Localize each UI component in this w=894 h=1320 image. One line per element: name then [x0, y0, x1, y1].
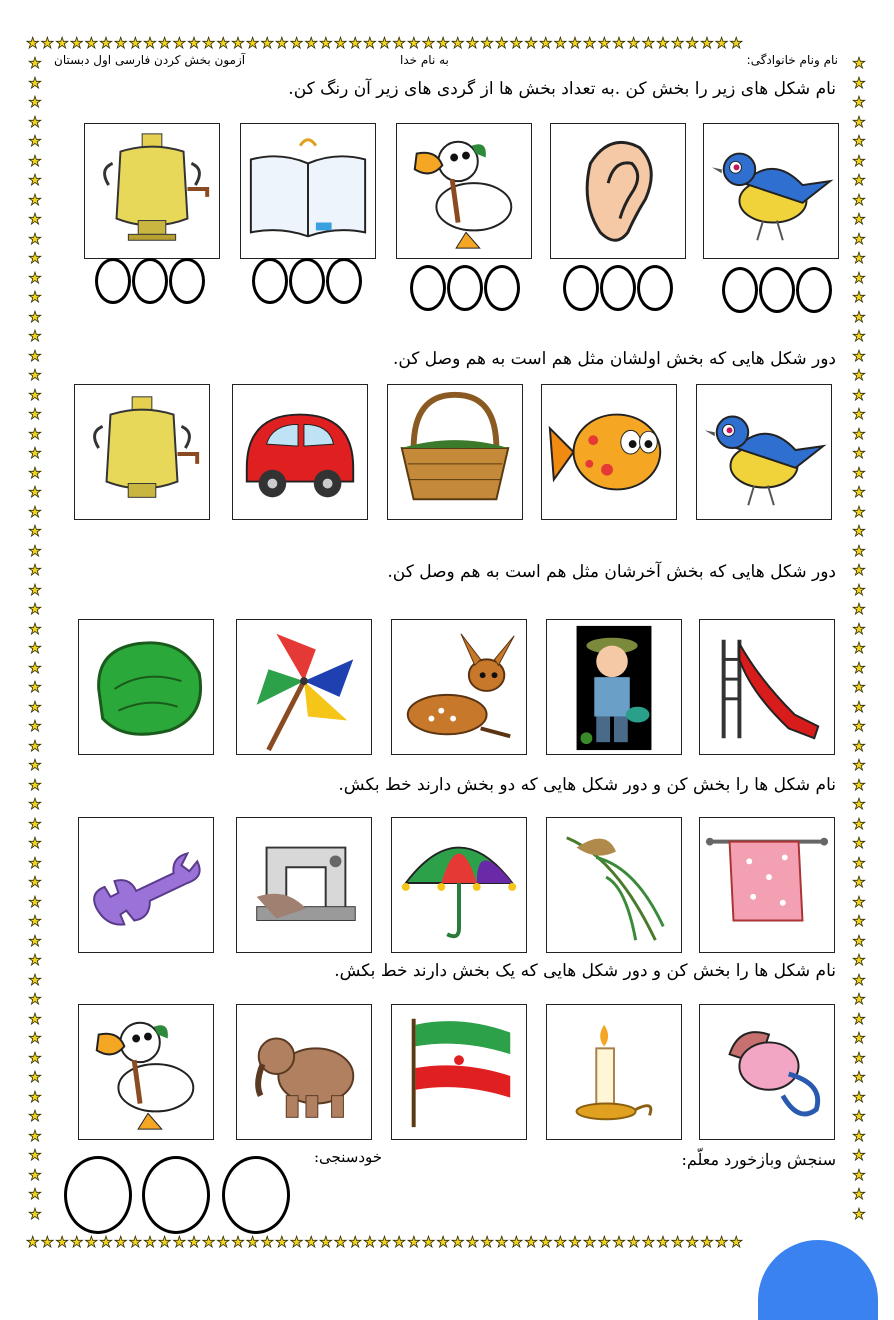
- answer-circle[interactable]: [95, 258, 131, 304]
- answer-circle[interactable]: [600, 265, 636, 311]
- teacher-evaluation-label: سنجش وبازخورد معلّم:: [681, 1150, 836, 1169]
- student-name-label: نام ونام خانوادگی:: [746, 53, 838, 67]
- book-icon: [240, 123, 376, 259]
- iran-flag-icon: [391, 1004, 527, 1140]
- deer-icon: [391, 619, 527, 755]
- answer-circle[interactable]: [637, 265, 673, 311]
- blue-corner-shape: [758, 1240, 878, 1320]
- duck-icon: [78, 1004, 214, 1140]
- answer-circle[interactable]: [326, 258, 362, 304]
- star-border-bottom: ★★★★★★★★★★★★★★★★★★★★★★★★★★★★★★★★★★★★★★★★★★★★★★★★★: [26, 1233, 745, 1251]
- gardener-boy-icon: [546, 619, 682, 755]
- answer-circle[interactable]: [484, 265, 520, 311]
- car-icon: [232, 384, 368, 520]
- pacifier-icon: [699, 1004, 835, 1140]
- candle-icon: [546, 1004, 682, 1140]
- instruction-2: دور شکل هایی که بخش اولشان مثل هم است به هم وصل کن.: [392, 349, 836, 369]
- wrench-icon: [78, 817, 214, 953]
- answer-circle[interactable]: [759, 267, 795, 313]
- elephant-icon: [236, 1004, 372, 1140]
- answer-circle[interactable]: [289, 258, 325, 304]
- answer-circle[interactable]: [132, 258, 168, 304]
- instruction-3: دور شکل هایی که بخش آخرشان مثل هم است به هم وصل کن.: [387, 562, 836, 582]
- samovar-icon: [74, 384, 210, 520]
- self-evaluation-label: خودسنجی:: [314, 1148, 383, 1166]
- self-eval-circle[interactable]: [222, 1156, 290, 1234]
- star-border-left: ★ ★ ★ ★ ★ ★ ★ ★ ★ ★ ★ ★ ★ ★ ★ ★ ★ ★ ★ ★ ★ ★ ★ ★ ★ ★ ★ ★ ★ ★ ★ ★ ★ ★ ★ ★ ★ ★ ★ ★ ★ ★ ★ ★ ★ ★ ★ ★ ★ ★ ★ ★ ★ ★ ★ ★ ★ ★ ★ ★: [28, 54, 42, 1223]
- bird-icon: [703, 123, 839, 259]
- sewing-machine-icon: [236, 817, 372, 953]
- umbrella-icon: [391, 817, 527, 953]
- samovar-icon: [84, 123, 220, 259]
- answer-circle[interactable]: [169, 258, 205, 304]
- basket-icon: [387, 384, 523, 520]
- pinwheel-icon: [236, 619, 372, 755]
- wheat-icon: [546, 817, 682, 953]
- answer-circle[interactable]: [563, 265, 599, 311]
- ear-icon: [550, 123, 686, 259]
- answer-circle[interactable]: [796, 267, 832, 313]
- test-title: آزمون بخش کردن فارسی اول دبستان: [54, 53, 246, 67]
- answer-circle[interactable]: [722, 267, 758, 313]
- instruction-1: نام شکل های زیر را بخش کن .به تعداد بخش ها از گردی های زیر آن رنگ کن.: [288, 79, 836, 99]
- answer-circle[interactable]: [447, 265, 483, 311]
- basmala-heading: به نام خدا: [400, 53, 449, 67]
- duck-icon: [396, 123, 532, 259]
- answer-circle[interactable]: [252, 258, 288, 304]
- slide-icon: [699, 619, 835, 755]
- fish-icon: [541, 384, 677, 520]
- lettuce-icon: [78, 619, 214, 755]
- bird-icon: [696, 384, 832, 520]
- instruction-5: نام شکل ها را بخش کن و دور شکل هایی که یک بخش دارند خط بکش.: [334, 961, 836, 981]
- instruction-4: نام شکل ها را بخش کن و دور شکل هایی که دو بخش دارند خط بکش.: [338, 775, 836, 795]
- star-border-right: ★ ★ ★ ★ ★ ★ ★ ★ ★ ★ ★ ★ ★ ★ ★ ★ ★ ★ ★ ★ ★ ★ ★ ★ ★ ★ ★ ★ ★ ★ ★ ★ ★ ★ ★ ★ ★ ★ ★ ★ ★ ★ ★ ★ ★ ★ ★ ★ ★ ★ ★ ★ ★ ★ ★ ★ ★ ★ ★ ★: [852, 54, 866, 1223]
- self-eval-circle[interactable]: [64, 1156, 132, 1234]
- self-eval-circle[interactable]: [142, 1156, 210, 1234]
- answer-circle[interactable]: [410, 265, 446, 311]
- towel-icon: [699, 817, 835, 953]
- star-border-top: ★★★★★★★★★★★★★★★★★★★★★★★★★★★★★★★★★★★★★★★★★★★★★★★★★: [26, 34, 745, 52]
